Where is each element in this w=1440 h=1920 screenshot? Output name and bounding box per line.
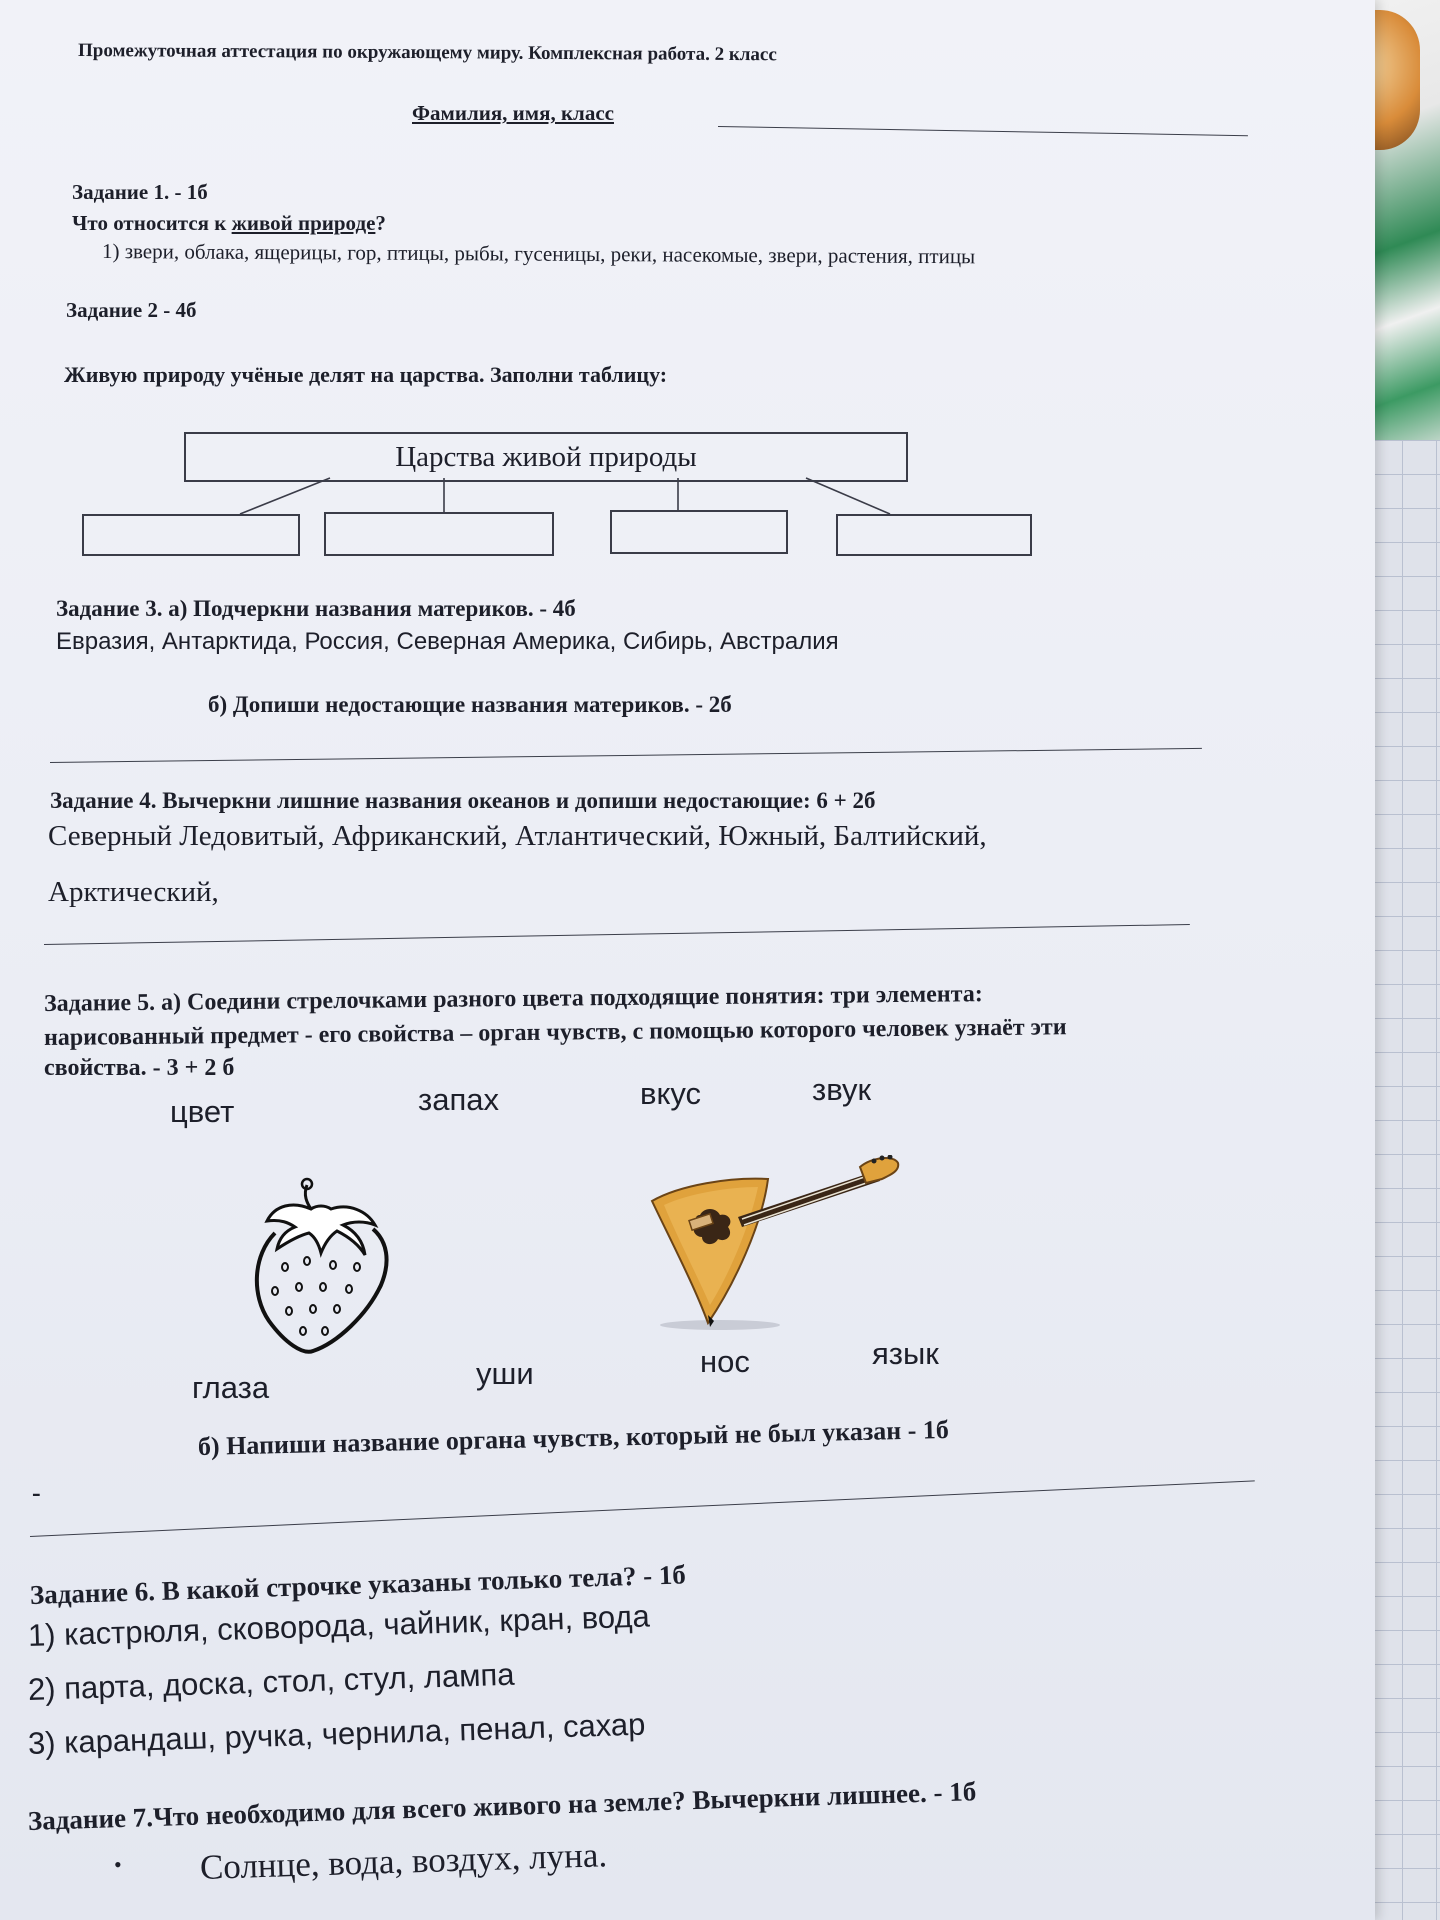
- organ-ears: уши: [476, 1356, 534, 1391]
- strawberry-icon: [245, 1175, 395, 1360]
- task5-line2: нарисованный предмет - его свойства – орган чувств, с помощью которого человек узнаёт эти: [43, 1014, 1067, 1051]
- property-color: цвет: [170, 1094, 235, 1129]
- kingdom-box-2[interactable]: [324, 512, 554, 556]
- task1-heading: Задание 1. - 1б: [72, 180, 208, 204]
- task1-question: [72, 211, 386, 236]
- task3-part-b: б) Допиши недостающие названия материков. - 2б: [208, 692, 732, 717]
- task5-dash: -: [32, 1478, 41, 1507]
- task1-question-underlined: живой природе: [231, 211, 376, 235]
- property-taste: вкус: [640, 1076, 702, 1111]
- task1-question-suffix: ?: [375, 211, 386, 235]
- organ-eyes: глаза: [192, 1370, 270, 1405]
- organ-nose: нос: [700, 1344, 750, 1379]
- task5-line1: Задание 5. а) Соедини стрелочками разного цвета подходящие понятия: три элемента:: [43, 981, 983, 1017]
- organ-tongue: язык: [872, 1336, 939, 1371]
- task3-answer-line[interactable]: [50, 748, 1202, 763]
- balalaika-icon: [650, 1155, 900, 1340]
- property-smell: запах: [418, 1082, 499, 1117]
- task5-part-b: б) Напиши название органа чувств, который не был указан - 1б: [197, 1414, 950, 1461]
- task6-option-2: 2) парта, доска, стол, стул, лампа: [27, 1656, 515, 1707]
- task6-option-1: 1) кастрюля, сковорода, чайник, кран, вода: [27, 1598, 651, 1653]
- kingdoms-diagram: [80, 432, 1040, 562]
- task7-bullet: •: [114, 1852, 122, 1877]
- task1-question-prefix: Что относится к: [72, 211, 232, 235]
- diagram-title: Царства живой природы: [395, 440, 697, 473]
- task4-oceans-line1: Северный Ледовитый, Африканский, Атлантический, Южный, Балтийский,: [48, 820, 987, 852]
- page-title: Промежуточная аттестация по окружающему миру. Комплексная работа. 2 класс: [77, 40, 777, 66]
- task4-heading: Задание 4. Вычеркни лишние названия океанов и допиши недостающие: 6 + 2б: [50, 788, 876, 813]
- task3-heading: Задание 3. а) Подчеркни названия материков. - 4б: [56, 596, 576, 621]
- name-label: Фамилия, имя, класс: [412, 101, 614, 125]
- property-sound: звук: [812, 1072, 872, 1107]
- task1-option: 1) звери, облака, ящерицы, гор, птицы, рыбы, гусеницы, реки, насекомые, звери, растения, птицы: [101, 239, 976, 269]
- kingdom-box-4[interactable]: [836, 514, 1032, 556]
- kingdom-box-3[interactable]: [610, 510, 788, 554]
- task7-words: Солнце, вода, воздух, луна.: [199, 1835, 608, 1887]
- task7-heading: Задание 7.Что необходимо для всего живого на земле? Вычеркни лишнее. - 1б: [27, 1776, 977, 1836]
- task6-option-3: 3) карандаш, ручка, чернила, пенал, сахар: [27, 1706, 646, 1761]
- task4-oceans-line2: Арктический,: [48, 876, 219, 908]
- kingdom-box-1[interactable]: [82, 514, 300, 556]
- task6-heading: Задание 6. В какой строчке указаны только тела? - 1б: [29, 1559, 687, 1610]
- task3-continents: Евразия, Антарктида, Россия, Северная Америка, Сибирь, Австралия: [56, 628, 839, 655]
- task5-answer-line[interactable]: [30, 1480, 1255, 1537]
- task4-answer-line[interactable]: [44, 924, 1190, 945]
- task5-line3: свойства. - 3 + 2 б: [44, 1055, 235, 1081]
- task2-heading: Задание 2 - 4б: [66, 298, 197, 322]
- name-answer-line[interactable]: [718, 126, 1248, 136]
- task2-text: Живую природу учёные делят на царства. Заполни таблицу:: [64, 362, 668, 387]
